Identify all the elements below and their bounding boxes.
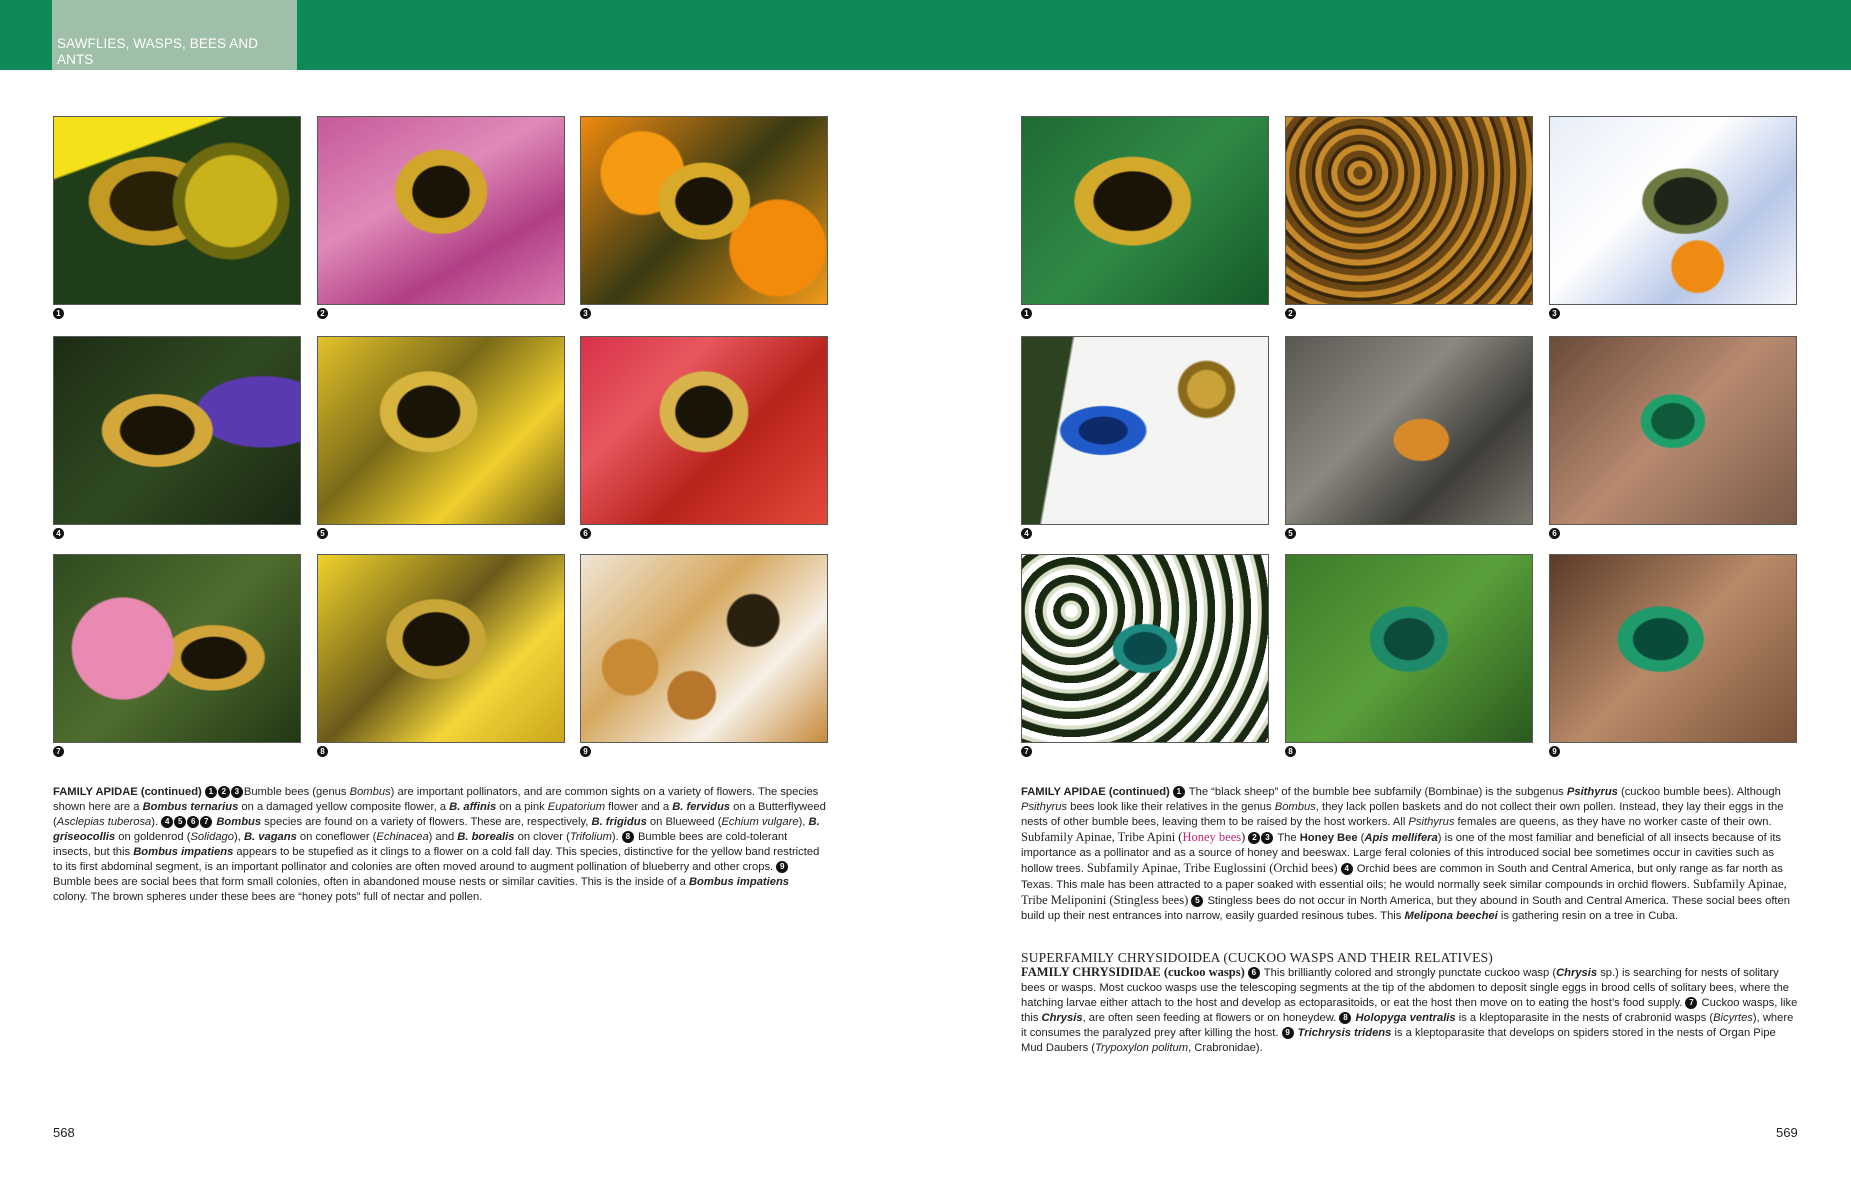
caption-text: ), (234, 831, 244, 843)
subfamily-heading: ) (1241, 830, 1246, 844)
photo-ref: 5 (1191, 895, 1203, 907)
caption-text: on coneflower ( (296, 831, 377, 843)
plant-name: Solidago (190, 831, 234, 843)
photo-left-1 (53, 116, 301, 305)
photo-number: 5 (317, 528, 328, 539)
caption-text: ( (1357, 832, 1365, 844)
photo-ref: 5 (174, 816, 186, 828)
photo-ref: 2 (218, 786, 230, 798)
caption-text: appears to be stupefied as it clings to a flower on a cold fall day. This species, distinctive for the yellow band restricted to its first abdominal segment, is an important pollinator and colonies are often moved around to augment pollination of blueberry and other crops. (53, 846, 820, 873)
photo-number: 9 (580, 746, 591, 757)
caption-heading: FAMILY APIDAE (continued) (53, 786, 202, 798)
caption-text: is a kleptoparasite that develops on spiders stored in the nests of Organ Pipe Mud Daubers ( (1021, 1027, 1776, 1054)
photo-right-7 (1021, 554, 1269, 743)
photo-ref: 1 (205, 786, 217, 798)
family-heading: FAMILY CHRYSIDIDAE (cuckoo wasps) (1021, 965, 1245, 979)
species-name: Bombus impatiens (688, 876, 790, 888)
genus-name: Bombus (1274, 801, 1316, 813)
caption-right (1021, 785, 1799, 924)
photo-number: 1 (1021, 308, 1032, 319)
photo-number: 7 (1021, 746, 1032, 757)
caption-text: , they lack pollen baskets and do not collect their own pollen. Instead, they lay their eggs in the nests of other bumble bees, leaving them to be raised by the host workers. All (1021, 801, 1784, 828)
photo-ref: 6 (187, 816, 199, 828)
photo-left-2 (317, 116, 565, 305)
caption-heading: FAMILY APIDAE (continued) (1021, 786, 1170, 798)
caption-text: on a Butterflyweed ( (53, 801, 826, 828)
photo-left-3 (580, 116, 828, 305)
photo-left-6 (580, 336, 828, 525)
caption-text: (cuckoo bumble bees). Although (1617, 786, 1781, 798)
photo-ref: 3 (231, 786, 243, 798)
plant-name: Trifolium (569, 831, 612, 843)
page-number-left: 568 (53, 1125, 75, 1140)
caption-text: Cuckoo wasps, like this (1021, 997, 1798, 1024)
caption-text: is gathering resin on a tree in Cuba. (1497, 910, 1679, 922)
genus-name: Psithyrus (1408, 816, 1455, 828)
caption-right-section2 (1021, 950, 1799, 1056)
species-name: Trypoxylon politum (1095, 1042, 1189, 1054)
genus-name: Bicyrtes (1713, 1012, 1753, 1024)
photo-ref: 8 (1339, 1012, 1351, 1024)
caption-text: ). (151, 816, 162, 828)
photo-left-7 (53, 554, 301, 743)
caption-text: The “black sheep” of the bumble bee subfamily (Bombinae) is the subgenus (1185, 786, 1567, 798)
caption-text: ) and (428, 831, 458, 843)
species-name: B. affinis (449, 801, 497, 813)
photo-ref: 1 (1173, 786, 1185, 798)
caption-text: ). (611, 831, 622, 843)
photo-number: 3 (580, 308, 591, 319)
caption-text: species are found on a variety of flowers. These are, respectively, (261, 816, 592, 828)
genus-name: Bombus (349, 786, 391, 798)
species-name: B. vagans (243, 831, 297, 843)
genus-name: Chrysis (1556, 967, 1598, 979)
photo-ref: 9 (776, 861, 788, 873)
photo-number: 5 (1285, 528, 1296, 539)
photo-ref: 3 (1261, 832, 1273, 844)
caption-text: on Blueweed ( (646, 816, 722, 828)
species-name: B. borealis (457, 831, 515, 843)
photo-number: 8 (317, 746, 328, 757)
photo-right-1 (1021, 116, 1269, 305)
caption-text: on a pink (496, 801, 548, 813)
caption-text: The (1274, 832, 1300, 844)
photo-ref: 7 (200, 816, 212, 828)
photo-number: 9 (1549, 746, 1560, 757)
photo-right-8 (1285, 554, 1533, 743)
genus-name: Chrysis (1041, 1012, 1083, 1024)
photo-number: 6 (1549, 528, 1560, 539)
species-name: B. fervidus (672, 801, 731, 813)
photo-number: 2 (1285, 308, 1296, 319)
subfamily-common-name: Honey bees (1182, 830, 1242, 844)
photo-number: 6 (580, 528, 591, 539)
caption-text: ) are important pollinators, and are common sights on a variety of flowers. The species shown here are a (53, 786, 819, 813)
caption-text: bees look like their relatives in the genus (1067, 801, 1275, 813)
species-name: Bombus ternarius (142, 801, 239, 813)
subfamily-heading: Subfamily Apinae, Tribe Euglossini (Orchid bees) (1086, 861, 1338, 875)
photo-left-9 (580, 554, 828, 743)
photo-number: 7 (53, 746, 64, 757)
header-title: SAWFLIES, WASPS, BEES AND ANTS (57, 36, 259, 67)
caption-text: Bumble bees are social bees that form small colonies, often in abandoned mouse nests or similar cavities. This is the inside of a (53, 876, 689, 888)
photo-right-6 (1549, 336, 1797, 525)
species-name: B. griseocollis (53, 816, 820, 843)
photo-left-5 (317, 336, 565, 525)
photo-number: 2 (317, 308, 328, 319)
species-name: Holopyga ventralis (1355, 1012, 1456, 1024)
common-name: Honey Bee (1299, 832, 1358, 844)
photo-right-9 (1549, 554, 1797, 743)
photo-ref: 4 (161, 816, 173, 828)
photo-right-3 (1549, 116, 1797, 305)
photo-ref: 6 (1248, 967, 1260, 979)
genus-name: Psithyrus (1021, 801, 1068, 813)
photo-left-4 (53, 336, 301, 525)
species-name: B. frigidus (591, 816, 647, 828)
superfamily-heading: SUPERFAMILY CHRYSIDOIDEA (CUCKOO WASPS AND THEIR RELATIVES) (1021, 950, 1493, 965)
caption-text: ), where it consumes the paralyzed prey after killing the host. (1021, 1012, 1794, 1039)
caption-text: Orchid bees are common in South and Central America, but only range as far north as Texas. This male has been attracted to a paper soaked with essential oils; he would normally seek similar compounds in orchid flowers. (1021, 863, 1783, 891)
species-name: Apis mellifera (1364, 832, 1438, 844)
caption-text: Bumble bees (genus (243, 786, 350, 798)
photo-ref: 7 (1685, 997, 1697, 1009)
caption-text: , are often seen feeding at flowers or on honeydew. (1082, 1012, 1340, 1024)
header-subtitle: ORDER HYMENOPTERA (57, 68, 216, 83)
photo-number: 8 (1285, 746, 1296, 757)
caption-text: Stingless bees do not occur in North America, but they abound in South and Central America. These social bees often build up their nest entrances into narrow, easily guarded resinous tubes. This (1021, 895, 1790, 922)
species-name: Trichrysis tridens (1297, 1027, 1392, 1039)
caption-text: colony. The brown spheres under these bees are “honey pots” full of nectar and pollen. (53, 891, 483, 903)
genus-name: Psithyrus (1566, 786, 1618, 798)
photo-ref: 2 (1248, 832, 1260, 844)
plant-name: Echinacea (376, 831, 429, 843)
subfamily-heading: Subfamily Apinae, Tribe Apini ( (1021, 830, 1183, 844)
caption-text: is a kleptoparasite in the nests of crabronid wasps ( (1455, 1012, 1714, 1024)
photo-right-2 (1285, 116, 1533, 305)
caption-text: Bumble bees are cold-tolerant insects, but this (53, 831, 788, 858)
subfamily-heading: Subfamily Apinae, Tribe Meliponini (Stingless bees) (1021, 877, 1787, 907)
caption-text: on goldenrod ( (115, 831, 191, 843)
plant-name: Asclepias tuberosa (56, 816, 152, 828)
caption-text: on clover ( (514, 831, 570, 843)
caption-text: , Crabronidae). (1188, 1042, 1263, 1054)
caption-text: sp.) is searching for nests of solitary bees or wasps. Most cuckoo wasps use the telescoping segments at the tip of the abdomen to deposit single eggs in brood cells of solitary bees, where the hatching larvae either attach to the host and develop as ectoparasitoids, or eat the host then move on to eating the host’s food supply. (1021, 967, 1790, 1009)
photo-ref: 9 (1282, 1027, 1294, 1039)
caption-left (53, 785, 826, 905)
photo-right-5 (1285, 336, 1533, 525)
caption-text: on a damaged yellow composite flower, a (238, 801, 450, 813)
photo-left-8 (317, 554, 565, 743)
caption-text: flower and a (605, 801, 673, 813)
photo-number: 3 (1549, 308, 1560, 319)
species-name: Bombus impatiens (133, 846, 234, 858)
species-name: Melipona beechei (1404, 910, 1498, 922)
photo-number: 4 (1021, 528, 1032, 539)
genus-name: Bombus (216, 816, 262, 828)
caption-text: ) is one of the most familiar and beneficial of all insects because of its importance as a pollinator and as a source of honey and beeswax. Large feral colonies of this introduced social bee sometimes occur in cavities such as hollow trees. (1021, 832, 1782, 875)
photo-number: 1 (53, 308, 64, 319)
page-number-right: 569 (1776, 1125, 1798, 1140)
plant-name: Eupatorium (547, 801, 606, 813)
photo-number: 4 (53, 528, 64, 539)
plant-name: Echium vulgare (721, 816, 799, 828)
photo-ref: 4 (1341, 863, 1353, 875)
photo-ref: 8 (622, 831, 634, 843)
caption-text: females are queens, as they have no worker caste of their own. (1454, 816, 1772, 828)
photo-right-4 (1021, 336, 1269, 525)
section-tab (52, 0, 297, 83)
caption-text: ), (798, 816, 809, 828)
caption-text: This brilliantly colored and strongly punctate cuckoo wasp ( (1260, 967, 1557, 979)
